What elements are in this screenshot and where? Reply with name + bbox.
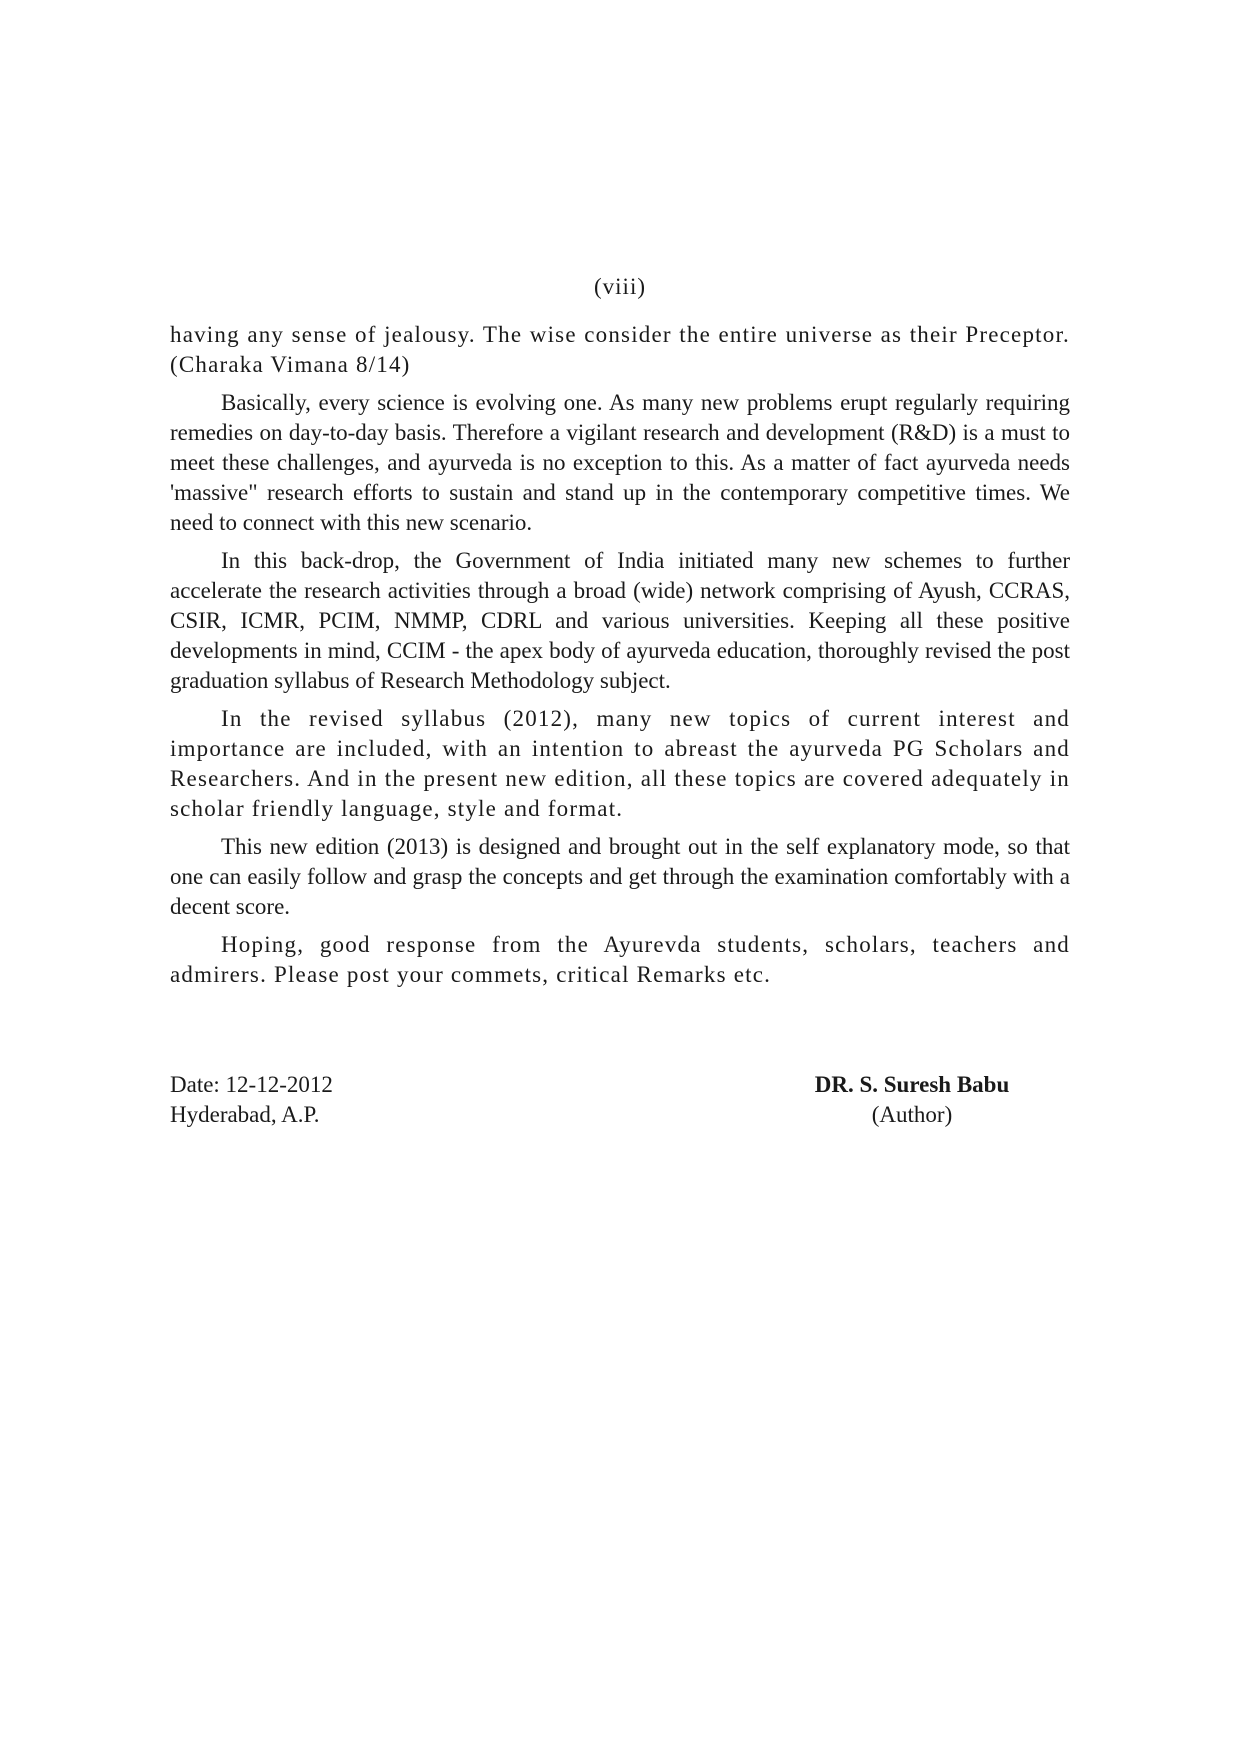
author-signature [782, 1070, 1042, 1130]
preface-body [170, 320, 1070, 998]
date-place [170, 1070, 570, 1130]
paragraph-new-edition: This new edition (2013) is designed and brought out in the self explanatory mode, so that one can easily follow and grasp the concepts and get through the examination comfortably with a decent score. [170, 834, 1070, 919]
date-line: Date: 12-12-2012 [170, 1072, 333, 1097]
page-number: (viii) [594, 274, 646, 299]
paragraph-government-initiatives: In this back-drop, the Government of India initiated many new schemes to further accelerate the research activities through a broad (wide) network comprising of Ayush, CCRAS, CSIR, ICMR, PCIM, NMMP, CDRL and various universities. Keeping all these positive developments in mind, CCIM - the apex body of ayurveda education, thoroughly revised the post graduation syllabus of Research Methodology subject. [170, 548, 1070, 693]
place-line: Hyderabad, A.P. [170, 1102, 320, 1127]
author-role: (Author) [871, 1102, 953, 1127]
paragraph-science-evolving: Basically, every science is evolving one. As many new problems erupt regularly requiring remedies on day-to-day basis. Therefore a vigilant research and development (R&D) is a must to meet these challenges, and ayurveda is no exception to this. As a matter of fact ayurveda needs 'massive" research efforts to sustain and stand up in the contemporary competitive times. We need to connect with this new scenario. [170, 390, 1070, 535]
paragraph-continuation: having any sense of jealousy. The wise consider the entire universe as their Preceptor. (Charaka Vimana 8/14) [170, 322, 1070, 377]
paragraph-revised-syllabus: In the revised syllabus (2012), many new topics of current interest and importance are included, with an intention to abreast the ayurveda PG Scholars and Researchers. And in the present new edition, all these topics are covered adequately in scholar friendly language, style and format. [170, 706, 1070, 821]
paragraph-hoping-response: Hoping, good response from the Ayurevda students, scholars, teachers and admirers. Please post your commets, critical Remarks etc. [170, 932, 1070, 987]
author-name: DR. S. Suresh Babu [814, 1072, 1010, 1097]
